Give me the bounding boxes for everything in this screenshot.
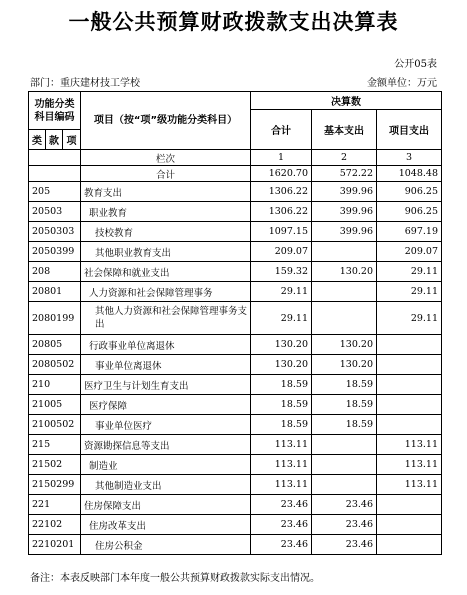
row-name: 住房保障支出 — [81, 495, 251, 515]
row-name: 医疗保障 — [81, 395, 251, 415]
row-code: 20805 — [29, 335, 81, 355]
department-label: 部门：重庆建材技工学校 — [30, 78, 140, 89]
table-row — [29, 535, 442, 555]
row-basic: 23.46 — [312, 535, 377, 555]
table-row — [29, 222, 442, 242]
footnote: 备注：本表反映部门本年度一般公共预算财政拨款实际支出情况。 — [30, 573, 320, 584]
table-row — [29, 262, 442, 282]
row-basic: 23.46 — [312, 495, 377, 515]
summary-label: 合计 — [81, 166, 251, 182]
row-code: 205 — [29, 182, 81, 202]
row-basic: 130.20 — [312, 355, 377, 375]
row-name: 事业单位医疗 — [81, 415, 251, 435]
row-name: 人力资源和社会保障管理事务 — [81, 282, 251, 302]
table-row — [29, 202, 442, 222]
row-project: 29.11 — [377, 262, 442, 282]
row-basic: 18.59 — [312, 375, 377, 395]
row-basic — [312, 475, 377, 495]
row-name: 制造业 — [81, 455, 251, 475]
func-code-header: 功能分类科目编码 — [29, 92, 81, 130]
column-index-1: 1 — [251, 150, 312, 166]
row-code: 2050303 — [29, 222, 81, 242]
column-index-2: 2 — [312, 150, 377, 166]
row-code: 2080199 — [29, 302, 81, 335]
total-header: 合计 — [251, 110, 312, 150]
row-basic — [312, 455, 377, 475]
row-total: 130.20 — [251, 355, 312, 375]
row-total: 23.46 — [251, 515, 312, 535]
xiang-header: 项 — [63, 130, 81, 150]
row-code: 221 — [29, 495, 81, 515]
row-name: 技校教育 — [81, 222, 251, 242]
row-project: 29.11 — [377, 302, 442, 335]
summary-basic: 572.22 — [312, 166, 377, 182]
row-basic — [312, 282, 377, 302]
row-project — [377, 395, 442, 415]
row-total: 18.59 — [251, 375, 312, 395]
row-basic: 399.96 — [312, 202, 377, 222]
row-code: 21005 — [29, 395, 81, 415]
row-code: 2080502 — [29, 355, 81, 375]
basic-header: 基本支出 — [312, 110, 377, 150]
row-total: 1097.15 — [251, 222, 312, 242]
row-project: 697.19 — [377, 222, 442, 242]
row-basic: 399.96 — [312, 182, 377, 202]
form-code: 公开05表 — [394, 59, 437, 70]
row-basic: 399.96 — [312, 222, 377, 242]
item-name-header: 项目（按“项”级功能分类科目） — [81, 92, 251, 150]
lei-header: 类 — [29, 130, 46, 150]
table-row — [29, 182, 442, 202]
row-total: 130.20 — [251, 335, 312, 355]
row-total: 113.11 — [251, 455, 312, 475]
table-row — [29, 242, 442, 262]
row-basic — [312, 302, 377, 335]
row-name: 行政事业单位离退休 — [81, 335, 251, 355]
row-total: 159.32 — [251, 262, 312, 282]
row-code: 22102 — [29, 515, 81, 535]
row-name: 住房改革支出 — [81, 515, 251, 535]
row-basic: 130.20 — [312, 335, 377, 355]
row-project: 113.11 — [377, 475, 442, 495]
row-project — [377, 355, 442, 375]
row-name: 事业单位离退休 — [81, 355, 251, 375]
row-basic — [312, 242, 377, 262]
row-total: 1306.22 — [251, 202, 312, 222]
row-name: 教育支出 — [81, 182, 251, 202]
page-title: 一般公共预算财政拨款支出决算表 — [68, 10, 399, 34]
table-row — [29, 302, 442, 335]
row-project: 906.25 — [377, 182, 442, 202]
row-project: 113.11 — [377, 455, 442, 475]
table-row — [29, 455, 442, 475]
table-row — [29, 355, 442, 375]
row-total: 29.11 — [251, 282, 312, 302]
row-total: 18.59 — [251, 395, 312, 415]
row-project: 29.11 — [377, 282, 442, 302]
project-header: 项目支出 — [377, 110, 442, 150]
unit-label: 金额单位：万元 — [367, 78, 437, 89]
row-project — [377, 335, 442, 355]
summary-row — [29, 166, 442, 182]
row-project — [377, 535, 442, 555]
row-name: 职业教育 — [81, 202, 251, 222]
row-project — [377, 515, 442, 535]
row-name: 其他制造业支出 — [81, 475, 251, 495]
column-label: 栏次 — [81, 150, 251, 166]
row-total: 18.59 — [251, 415, 312, 435]
expenditure-table — [28, 91, 442, 555]
table-row — [29, 375, 442, 395]
row-code: 21502 — [29, 455, 81, 475]
row-code: 215 — [29, 435, 81, 455]
row-basic: 18.59 — [312, 395, 377, 415]
row-code: 20801 — [29, 282, 81, 302]
row-name: 社会保障和就业支出 — [81, 262, 251, 282]
row-total: 29.11 — [251, 302, 312, 335]
row-code: 2050399 — [29, 242, 81, 262]
row-name: 住房公积金 — [81, 535, 251, 555]
summary-total: 1620.70 — [251, 166, 312, 182]
table-row — [29, 395, 442, 415]
table-row — [29, 495, 442, 515]
row-total: 1306.22 — [251, 182, 312, 202]
row-project — [377, 375, 442, 395]
row-name: 其他人力资源和社会保障管理事务支出 — [81, 302, 251, 335]
row-total: 209.07 — [251, 242, 312, 262]
row-total: 23.46 — [251, 535, 312, 555]
row-basic: 130.20 — [312, 262, 377, 282]
row-project: 906.25 — [377, 202, 442, 222]
table-row — [29, 475, 442, 495]
column-index-3: 3 — [377, 150, 442, 166]
table-row — [29, 282, 442, 302]
row-code: 210 — [29, 375, 81, 395]
row-project — [377, 415, 442, 435]
summary-project: 1048.48 — [377, 166, 442, 182]
column-index-row — [29, 150, 442, 166]
table-row — [29, 435, 442, 455]
kuan-header: 款 — [46, 130, 63, 150]
row-project — [377, 495, 442, 515]
row-code: 2210201 — [29, 535, 81, 555]
row-project: 113.11 — [377, 435, 442, 455]
row-basic: 18.59 — [312, 415, 377, 435]
row-basic: 23.46 — [312, 515, 377, 535]
row-name: 其他职业教育支出 — [81, 242, 251, 262]
row-total: 113.11 — [251, 435, 312, 455]
row-code: 20503 — [29, 202, 81, 222]
table-row — [29, 515, 442, 535]
row-total: 113.11 — [251, 475, 312, 495]
row-code: 208 — [29, 262, 81, 282]
row-code: 2100502 — [29, 415, 81, 435]
table-row — [29, 335, 442, 355]
row-name: 医疗卫生与计划生育支出 — [81, 375, 251, 395]
row-total: 23.46 — [251, 495, 312, 515]
row-name: 资源勘探信息等支出 — [81, 435, 251, 455]
row-code: 2150299 — [29, 475, 81, 495]
row-basic — [312, 435, 377, 455]
table-row — [29, 415, 442, 435]
row-project: 209.07 — [377, 242, 442, 262]
final-amount-header: 决算数 — [251, 92, 442, 110]
